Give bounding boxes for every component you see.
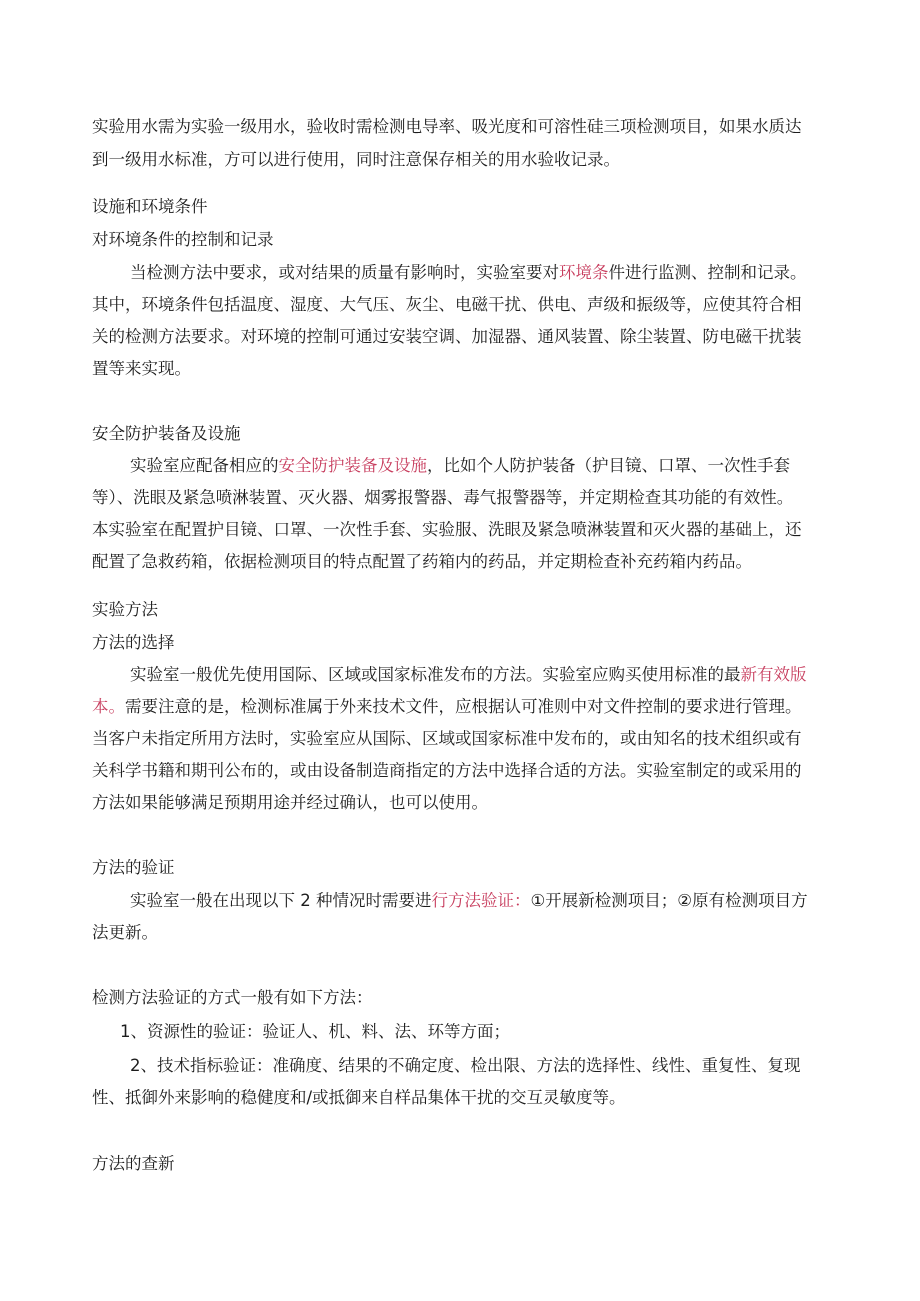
paragraph-env-line-2 <box>92 293 802 317</box>
text-span: 配置了急救药箱，依据检测项目的特点配置了药箱内的药品，并定期检查补充药箱内药品。 <box>92 552 752 571</box>
text-span: ，比如个人防护装备（护目镜、口罩、一次性手套 <box>427 456 790 475</box>
text-span: ①开展新检测项目；②原有检测项目方 <box>530 891 808 910</box>
text-span: 1、资源性的验证：验证人、机、料、法、环等方面； <box>120 1022 510 1041</box>
heading-text: 实验方法 <box>92 600 158 619</box>
paragraph-verification-line-1 <box>130 889 808 913</box>
heading-method-selection <box>92 631 175 655</box>
paragraph-safety-line-4 <box>92 550 752 574</box>
heading-method-update <box>92 1152 175 1176</box>
text-span: 需要注意的是，检测标准属于外来技术文件，应根据认可准则中对文件控制的要求进行管理。 <box>125 697 802 716</box>
heading-text: 方法的验证 <box>92 858 175 877</box>
text-span: 性、抵御外来影响的稳健度和/或抵御来自样品集体干扰的交互灵敏度等。 <box>92 1088 626 1107</box>
text-span: 关的检测方法要求。对环境的控制可通过安装空调、加湿器、通风装置、除尘装置、防电磁干扰装 <box>92 327 802 346</box>
text-span: 实验室应配备相应的 <box>130 456 279 475</box>
paragraph-selection-line-1 <box>130 663 807 687</box>
heading-method-verification <box>92 856 175 880</box>
text-span: 方法如果能够满足预期用途并经过确认，也可以使用。 <box>92 793 488 812</box>
highlight-text: 行方法验证： <box>431 891 531 910</box>
highlight-text: 本。 <box>92 697 125 716</box>
paragraph-selection-line-2 <box>92 695 802 719</box>
paragraph-verification-line-2 <box>92 921 158 945</box>
highlight-text: 环境条 <box>559 263 609 282</box>
text-span: 实验室一般优先使用国际、区域或国家标准发布的方法。实验室应购买使用标准的最 <box>130 665 741 684</box>
paragraph-selection-line-5 <box>92 791 488 815</box>
text-span: 等）、洗眼及紧急喷淋装置、灭火器、烟雾报警器、毒气报警器等，并定期检查其功能的有效性。 <box>92 488 794 507</box>
paragraph-env-line-4 <box>92 357 191 381</box>
highlight-text: 新有效版 <box>740 665 807 684</box>
heading-facilities <box>92 195 208 219</box>
heading-env-control <box>92 228 274 252</box>
text-span: 法更新。 <box>92 923 158 942</box>
paragraph-water-line-2 <box>92 148 620 172</box>
paragraph-verification-methods-intro <box>92 986 373 1010</box>
heading-text: 方法的选择 <box>92 633 175 652</box>
paragraph-safety-line-3 <box>92 518 802 542</box>
heading-text: 安全防护装备及设施 <box>92 424 241 443</box>
text-span: 实验室一般在出现以下 2 种情况时需要进 <box>130 891 432 910</box>
text-span: 当检测方法中要求，或对结果的质量有影响时，实验室要对 <box>130 263 559 282</box>
text-span: 置等来实现。 <box>92 359 191 378</box>
text-span: 件进行监测、控制和记录。 <box>608 263 807 282</box>
paragraph-env-line-3 <box>92 325 802 349</box>
paragraph-safety-line-1 <box>130 454 790 478</box>
text-span: 到一级用水标准，方可以进行使用，同时注意保存相关的用水验收记录。 <box>92 150 620 169</box>
list-item-technical-verification-line-2 <box>92 1086 626 1110</box>
paragraph-env-line-1 <box>130 261 807 285</box>
heading-text: 设施和环境条件 <box>92 197 208 216</box>
text-span: 2、技术指标验证：准确度、结果的不确定度、检出限、方法的选择性、线性、重复性、复现 <box>130 1056 801 1075</box>
list-item-technical-verification-line-1 <box>130 1054 801 1078</box>
heading-safety <box>92 422 241 446</box>
list-item-resource-verification <box>120 1020 510 1044</box>
paragraph-water-line-1 <box>92 115 802 139</box>
text-span: 其中，环境条件包括温度、湿度、大气压、灰尘、电磁干扰、供电、声级和振级等，应使其符合相 <box>92 295 802 314</box>
text-span: 实验用水需为实验一级用水，验收时需检测电导率、吸光度和可溶性硅三项检测项目，如果水质达 <box>92 117 802 136</box>
paragraph-safety-line-2 <box>92 486 793 510</box>
paragraph-selection-line-3 <box>92 727 802 751</box>
heading-text: 对环境条件的控制和记录 <box>92 230 274 249</box>
text-span: 本实验室在配置护目镜、口罩、一次性手套、实验服、洗眼及紧急喷淋装置和灭火器的基础上，还 <box>92 520 802 539</box>
text-span: 当客户未指定所用方法时，实验室应从国际、区域或国家标准中发布的，或由知名的技术组织或有 <box>92 729 802 748</box>
heading-text: 方法的查新 <box>92 1154 175 1173</box>
paragraph-selection-line-4 <box>92 759 802 783</box>
text-span: 关科学书籍和期刊公布的，或由设备制造商指定的方法中选择合适的方法。实验室制定的或采用的 <box>92 761 802 780</box>
heading-methods <box>92 598 158 622</box>
highlight-text: 安全防护装备及设施 <box>278 456 427 475</box>
text-span: 检测方法验证的方式一般有如下方法： <box>92 988 373 1007</box>
